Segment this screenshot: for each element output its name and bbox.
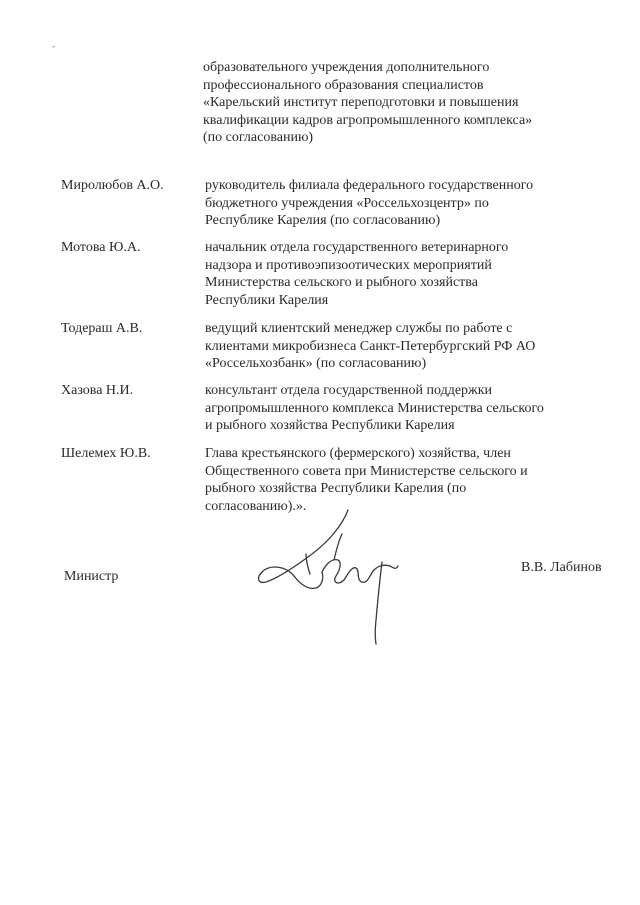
signatory-name: В.В. Лабинов [521,560,602,575]
description-line: Глава крестьянского (фермерского) хозяйства, член [205,446,511,461]
description-line: консультант отдела государственной поддержки [205,383,493,398]
signature-block [0,560,640,660]
description-line: руководитель филиала федерального государственного [205,178,534,193]
description-line: Республике Карелия (по согласованию) [205,213,441,228]
member-description [205,239,508,309]
description-line: надзора и противоэпизоотических мероприятий [205,257,492,273]
member-description [205,382,544,435]
continuation-line: профессионального образования специалистов [203,77,484,93]
description-line: согласованию).». [205,498,307,514]
scan-speck: - [52,41,55,51]
signatory-title: Министр [64,569,119,584]
description-line: бюджетного учреждения «Россельхозцентр» по [205,195,489,211]
member-name: Тодераш А.В. [61,321,143,336]
member-name: Шелемех Ю.В. [61,446,151,461]
member-description [205,320,535,373]
continuation-block [203,59,532,147]
description-line: Республики Карелия [205,292,329,308]
description-line: клиентами микробизнеса Санкт-Петербургский РФ АО [205,338,536,354]
member-description [205,445,528,515]
description-line: рыбного хозяйства Республики Карелия (по [205,481,467,496]
member-name: Хазова Н.И. [61,383,134,398]
member-name: Мотова Ю.А. [61,240,141,255]
description-line: агропромышленного комплекса Министерства сельского [205,400,544,416]
description-line: и рыбного хозяйства Республики Карелия [205,418,455,433]
continuation-line: образовательного учреждения дополнительного [203,60,490,75]
description-line: Общественного совета при Министерстве сельского и [205,463,528,479]
member-name: Миролюбов А.О. [61,178,164,193]
continuation-line: «Карельский институт переподготовки и повышения [203,95,519,110]
description-line: «Россельхозбанк» (по согласованию) [205,356,427,371]
continuation-line: квалификации кадров агропромышленного комплекса» [203,112,533,128]
continuation-line: (по согласованию) [203,130,314,145]
description-line: ведущий клиентский менеджер службы по работе с [205,321,513,336]
member-description [205,177,533,230]
description-line: начальник отдела государственного ветеринарного [205,240,509,255]
description-line: Министерства сельского и рыбного хозяйства [205,275,478,290]
